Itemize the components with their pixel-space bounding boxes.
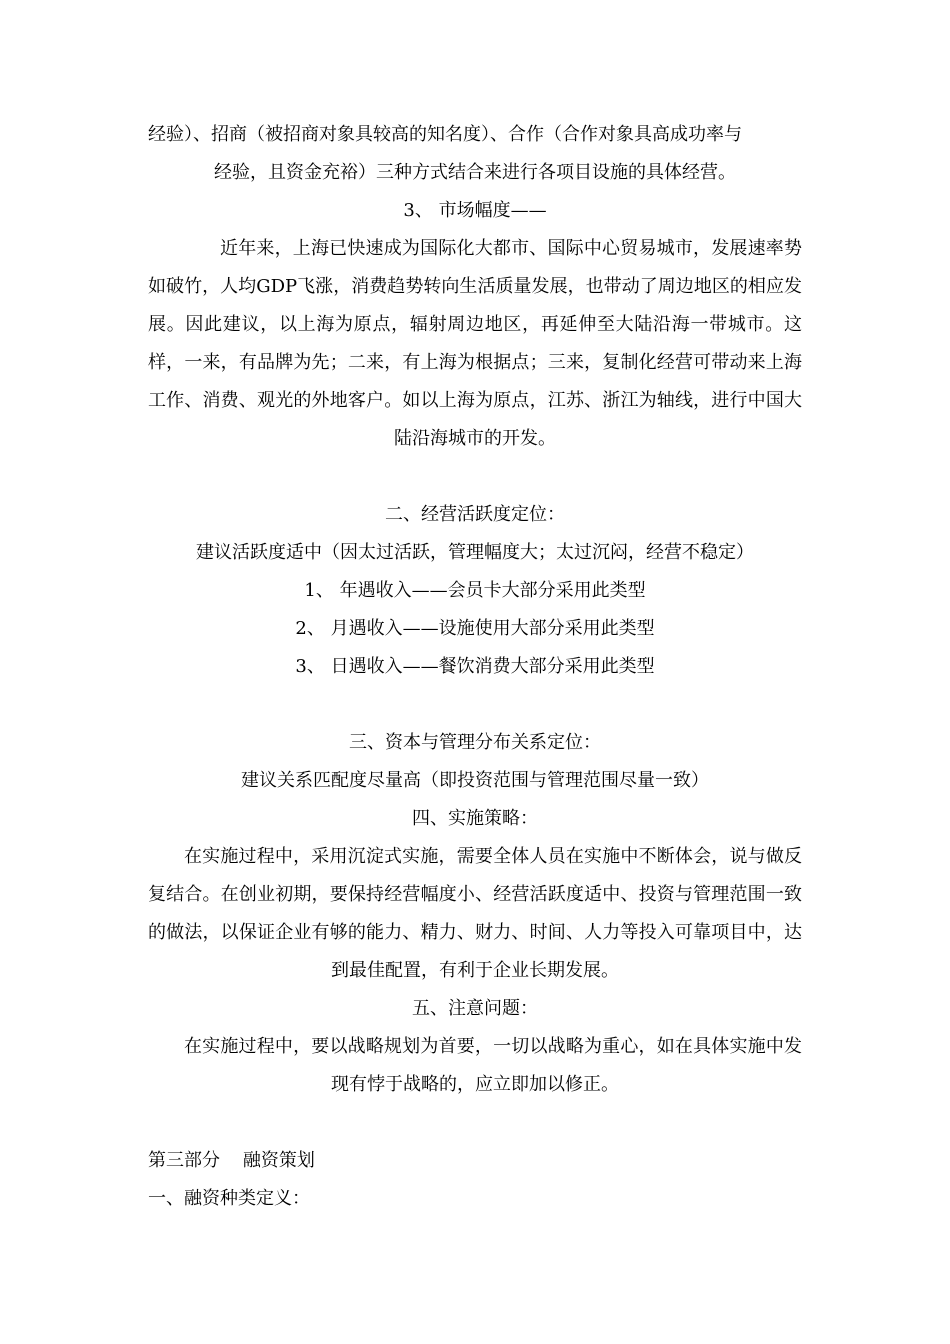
part-3-subheading: 一、融资种类定义： (148, 1188, 310, 1209)
section-4-paragraph: 在实施过程中，采用沉淀式实施，需要全体人员在实施中不断体会，说与做反复结合。在创业初期，要保持经营幅度小、经营活跃度适中、投资与管理范围一致的做法，以保证企业有够的能力、精力、财力、时间、人力等投入可靠项目中，达到最佳配置，有利于企业长期发展。 (148, 846, 802, 981)
section-3-heading: 三、资本与管理分布关系定位： (349, 732, 601, 753)
section-3-description: 建议关系匹配度尽量高（即投资范围与管理范围尽量一致） (241, 770, 709, 791)
section-4-heading: 四、实施策略： (412, 808, 538, 829)
document-page (148, 116, 802, 1218)
section-2-item-2: 2、 月遇收入——设施使用大部分采用此类型 (295, 618, 655, 639)
section-5-paragraph: 在实施过程中，要以战略规划为首要，一切以战略为重心，如在具体实施中发现有悖于战略的，应立即加以修正。 (184, 1036, 802, 1095)
section-5-heading: 五、注意问题： (412, 998, 538, 1019)
market-heading: 3、 市场幅度—— (403, 200, 547, 221)
market-paragraph: 近年来，上海已快速成为国际化大都市、国际中心贸易城市，发展速率势如破竹，人均GDP飞涨，消费趋势转向生活质量发展，也带动了周边地区的相应发展。因此建议，以上海为原点，辐射周边地区，再延伸至大陆沿海一带城市。这样，一来，有品牌为先；二来，有上海为根据点；三来，复制化经营可带动来上海工作、消费、观光的外地客户。如以上海为原点，江苏、浙江为轴线，进行中国大陆沿海城市的开发。 (148, 238, 802, 449)
part-3-title: 第三部分 融资策划 (148, 1150, 315, 1171)
section-2-item-1: 1、 年遇收入——会员卡大部分采用此类型 (304, 580, 646, 601)
section-2-heading: 二、经营活跃度定位： (385, 504, 565, 525)
section-2-description: 建议活跃度适中（因太过活跃，管理幅度大；太过沉闷，经营不稳定） (196, 542, 754, 563)
section-2-item-3: 3、 日遇收入——餐饮消费大部分采用此类型 (295, 656, 655, 677)
continued-line-2: 经验，且资金充裕）三种方式结合来进行各项目设施的具体经营。 (214, 162, 736, 183)
continued-line-1: 经验）、招商（被招商对象具较高的知名度）、合作（合作对象具高成功率与 (148, 124, 742, 145)
